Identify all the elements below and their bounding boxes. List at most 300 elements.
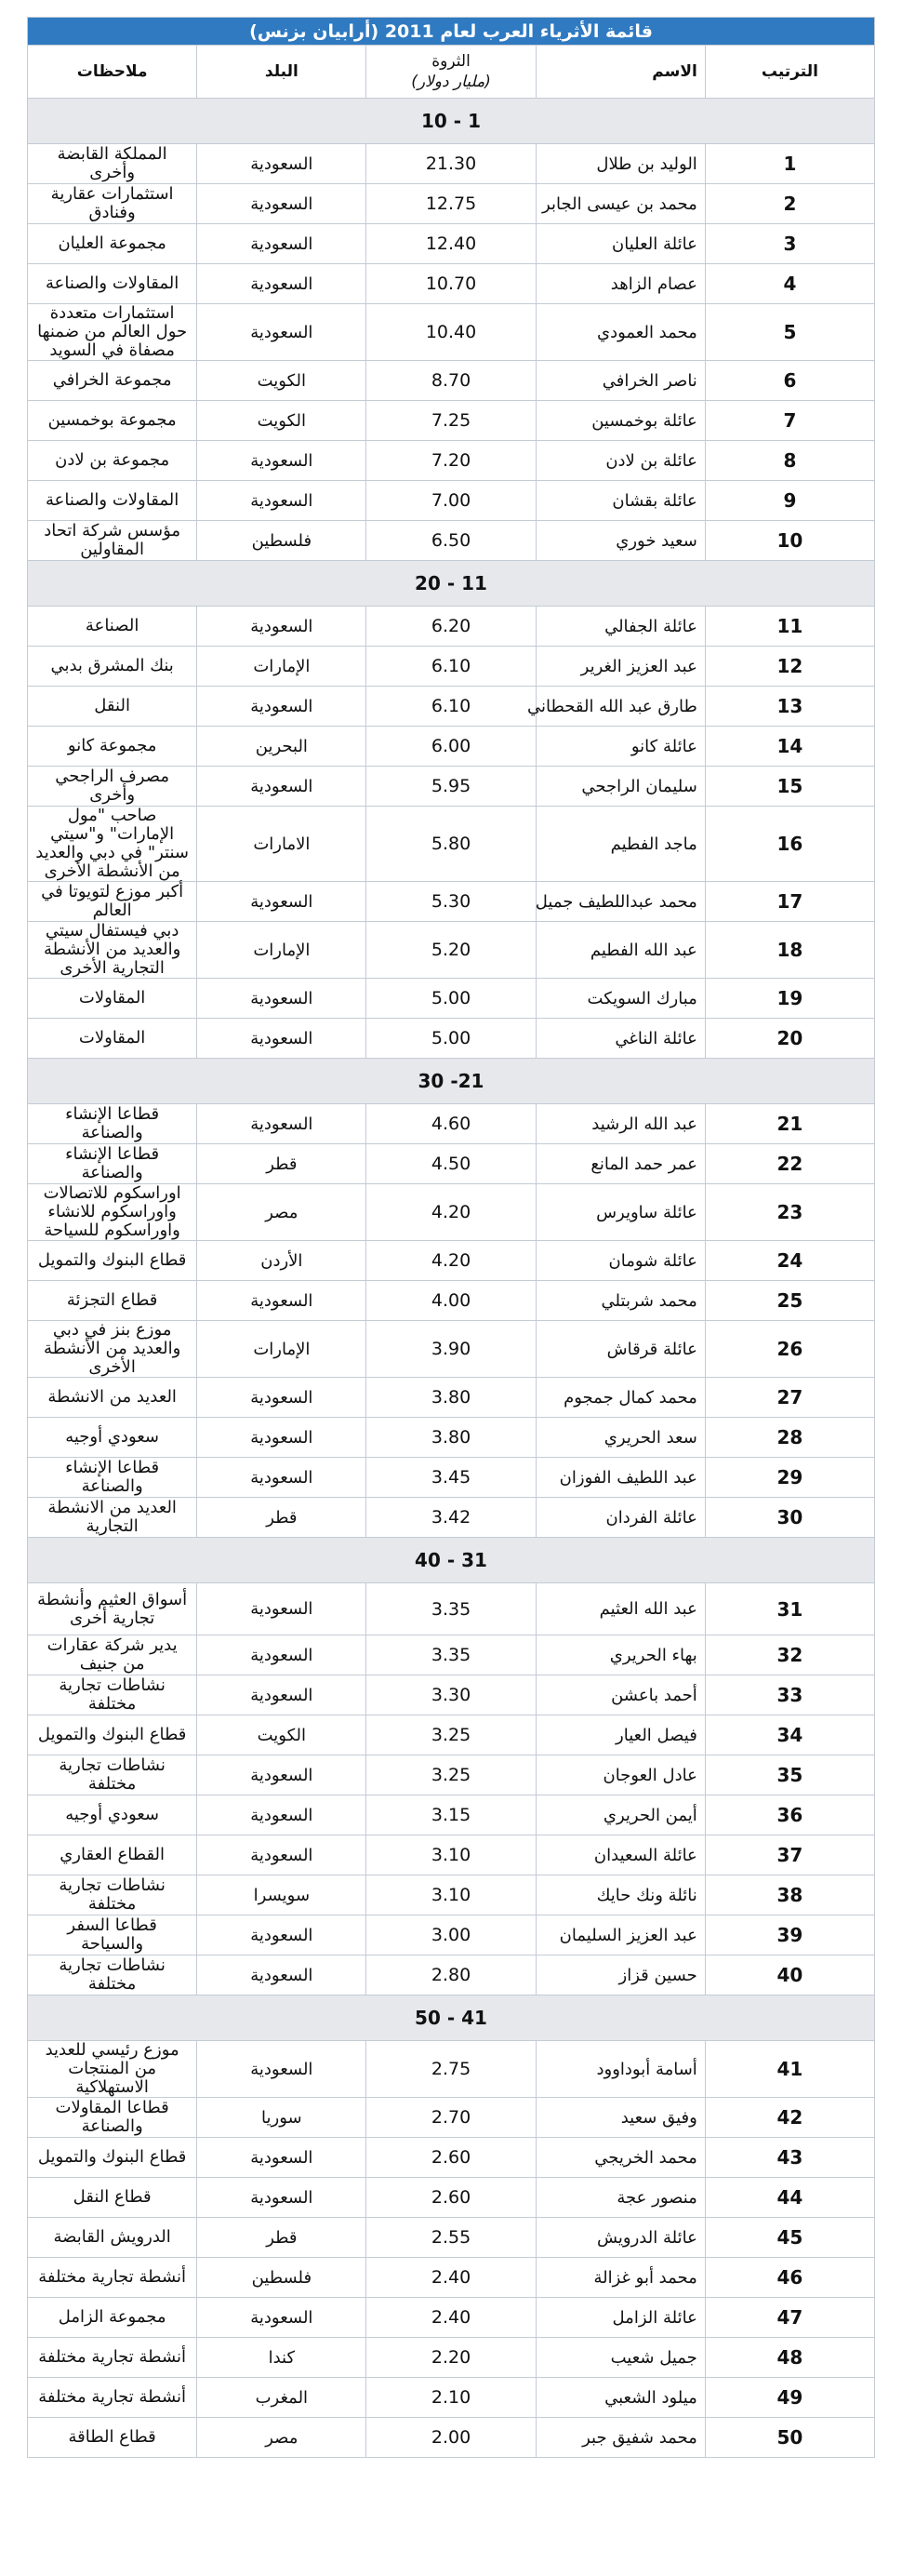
name-cell: أيمن الحريري <box>536 1795 705 1835</box>
country-cell: السعودية <box>197 1418 366 1458</box>
country-cell: السعودية <box>197 1019 366 1059</box>
table-row <box>28 2098 875 2138</box>
country-cell: السعودية <box>197 1955 366 1995</box>
group-label: 11 - 20 <box>28 561 875 607</box>
table-row <box>28 2258 875 2298</box>
name-cell: عائلة شومان <box>536 1241 705 1281</box>
name-cell: عائلة الزامل <box>536 2298 705 2338</box>
notes-cell: القطاع العقاري <box>28 1835 197 1875</box>
wealth-cell: 2.55 <box>366 2218 536 2258</box>
name-cell: أسامة أبوداوود <box>536 2041 705 2098</box>
name-cell: محمد شفيق جبر <box>536 2418 705 2458</box>
wealth-cell: 3.10 <box>366 1875 536 1915</box>
wealth-cell: 3.35 <box>366 1635 536 1675</box>
table-row <box>28 1241 875 1281</box>
table-row <box>28 2418 875 2458</box>
group-label: 41 - 50 <box>28 1995 875 2041</box>
header-notes: ملاحظات <box>28 46 197 99</box>
notes-cell: المقاولات والصناعة <box>28 481 197 521</box>
notes-cell: مجموعة بن لادن <box>28 441 197 481</box>
rank-cell: 19 <box>705 979 874 1019</box>
notes-cell: أنشطة تجارية مختلفة <box>28 2258 197 2298</box>
wealth-cell: 6.10 <box>366 687 536 727</box>
rank-cell: 43 <box>705 2138 874 2178</box>
country-cell: السعودية <box>197 1675 366 1715</box>
notes-cell: المقاولات <box>28 1019 197 1059</box>
rank-cell: 50 <box>705 2418 874 2458</box>
country-cell: السعودية <box>197 264 366 304</box>
notes-cell: استثمارات متعددة حول العالم من ضمنها مصفاة في السويد <box>28 304 197 361</box>
table-row <box>28 2041 875 2098</box>
rank-cell: 10 <box>705 521 874 561</box>
name-cell: عائلة بوخمسين <box>536 401 705 441</box>
name-cell: الوليد بن طلال <box>536 144 705 184</box>
table-title: قائمة الأثرياء العرب لعام 2011 (أرابيان بزنس) <box>28 18 875 46</box>
name-cell: عبد الله العثيم <box>536 1583 705 1635</box>
name-cell: حسين قزاز <box>536 1955 705 1995</box>
notes-cell: أنشطة تجارية مختلفة <box>28 2338 197 2378</box>
wealth-cell: 8.70 <box>366 361 536 401</box>
country-cell: فلسطين <box>197 521 366 561</box>
wealth-cell: 3.80 <box>366 1418 536 1458</box>
notes-cell: نشاطات تجارية مختلفة <box>28 1675 197 1715</box>
notes-cell: قطاع البنوك والتمويل <box>28 2138 197 2178</box>
name-cell: عائلة الدرويش <box>536 2218 705 2258</box>
group-header-row <box>28 99 875 144</box>
name-cell: عائلة قرقاش <box>536 1321 705 1378</box>
wealth-cell: 3.35 <box>366 1583 536 1635</box>
group-label: 21- 30 <box>28 1059 875 1104</box>
header-row <box>28 46 875 99</box>
notes-cell: مصرف الراجحي وأخرى <box>28 767 197 807</box>
rank-cell: 48 <box>705 2338 874 2378</box>
name-cell: عمر حمد المانع <box>536 1144 705 1184</box>
notes-cell: نشاطات تجارية مختلفة <box>28 1955 197 1995</box>
notes-cell: النقل <box>28 687 197 727</box>
notes-cell: سعودي أوجيه <box>28 1795 197 1835</box>
table-row <box>28 1184 875 1241</box>
header-wealth-main: الثروة <box>431 52 471 71</box>
table-row <box>28 2218 875 2258</box>
country-cell: السعودية <box>197 144 366 184</box>
rank-cell: 4 <box>705 264 874 304</box>
notes-cell: أكبر موزع لتويوتا في العالم <box>28 882 197 922</box>
table-row <box>28 1281 875 1321</box>
wealth-cell: 5.20 <box>366 922 536 979</box>
group-header-row <box>28 561 875 607</box>
wealth-cell: 3.90 <box>366 1321 536 1378</box>
country-cell: السعودية <box>197 1583 366 1635</box>
table-row <box>28 647 875 687</box>
wealth-cell: 5.00 <box>366 1019 536 1059</box>
name-cell: عبد الله الرشيد <box>536 1104 705 1144</box>
rank-cell: 3 <box>705 224 874 264</box>
table-row <box>28 1144 875 1184</box>
table-row <box>28 1019 875 1059</box>
notes-cell: الدرويش القابضة <box>28 2218 197 2258</box>
notes-cell: أسواق العثيم وأنشطة تجارية أخرى <box>28 1583 197 1635</box>
name-cell: عائلة بن لادن <box>536 441 705 481</box>
rank-cell: 16 <box>705 807 874 882</box>
country-cell: الكويت <box>197 1715 366 1755</box>
rank-cell: 25 <box>705 1281 874 1321</box>
table-row <box>28 767 875 807</box>
notes-cell: قطاعا الإنشاء والصناعة <box>28 1104 197 1144</box>
name-cell: عائلة السعيدان <box>536 1835 705 1875</box>
name-cell: محمد كمال جمجوم <box>536 1378 705 1418</box>
name-cell: منصور عجة <box>536 2178 705 2218</box>
country-cell: مصر <box>197 2418 366 2458</box>
country-cell: السعودية <box>197 687 366 727</box>
table-row <box>28 1458 875 1498</box>
rank-cell: 46 <box>705 2258 874 2298</box>
table-row <box>28 687 875 727</box>
wealth-cell: 3.15 <box>366 1795 536 1835</box>
notes-cell: قطاعا السفر والسياحة <box>28 1915 197 1955</box>
rank-cell: 44 <box>705 2178 874 2218</box>
country-cell: كندا <box>197 2338 366 2378</box>
table-row <box>28 2338 875 2378</box>
table-row <box>28 1875 875 1915</box>
country-cell: السعودية <box>197 1458 366 1498</box>
notes-cell: مجموعة بوخمسين <box>28 401 197 441</box>
rank-cell: 15 <box>705 767 874 807</box>
rank-cell: 42 <box>705 2098 874 2138</box>
wealth-cell: 2.60 <box>366 2178 536 2218</box>
header-rank: الترتيب <box>705 46 874 99</box>
table-row <box>28 1104 875 1144</box>
country-cell: الإمارات <box>197 647 366 687</box>
notes-cell: قطاع النقل <box>28 2178 197 2218</box>
table-row <box>28 361 875 401</box>
country-cell: السعودية <box>197 1635 366 1675</box>
rank-cell: 32 <box>705 1635 874 1675</box>
table-row <box>28 401 875 441</box>
table-row <box>28 521 875 561</box>
name-cell: عائلة كانو <box>536 727 705 767</box>
table-row <box>28 1835 875 1875</box>
notes-cell: مجموعة العليان <box>28 224 197 264</box>
country-cell: السعودية <box>197 184 366 224</box>
notes-cell: موزع رئيسي للعديد من المنتجات الاستهلاكية <box>28 2041 197 2098</box>
notes-cell: العديد من الانشطة التجارية <box>28 1498 197 1538</box>
rank-cell: 6 <box>705 361 874 401</box>
group-header-row <box>28 1995 875 2041</box>
table-row <box>28 304 875 361</box>
rank-cell: 49 <box>705 2378 874 2418</box>
country-cell: السعودية <box>197 767 366 807</box>
group-label: 31 - 40 <box>28 1538 875 1583</box>
table-row <box>28 922 875 979</box>
country-cell: الإمارات <box>197 922 366 979</box>
country-cell: الأردن <box>197 1241 366 1281</box>
name-cell: محمد الخريجي <box>536 2138 705 2178</box>
notes-cell: مجموعة الخرافي <box>28 361 197 401</box>
wealth-cell: 2.75 <box>366 2041 536 2098</box>
table-row <box>28 264 875 304</box>
country-cell: الكويت <box>197 361 366 401</box>
country-cell: السعودية <box>197 2178 366 2218</box>
wealth-cell: 3.10 <box>366 1835 536 1875</box>
country-cell: السعودية <box>197 481 366 521</box>
wealth-cell: 5.95 <box>366 767 536 807</box>
notes-cell: نشاطات تجارية مختلفة <box>28 1755 197 1795</box>
rank-cell: 31 <box>705 1583 874 1635</box>
name-cell: طارق عبد الله القحطاني <box>536 687 705 727</box>
notes-cell: قطاع الطاقة <box>28 2418 197 2458</box>
name-cell: عادل العوجان <box>536 1755 705 1795</box>
country-cell: السعودية <box>197 1835 366 1875</box>
table-row <box>28 1321 875 1378</box>
table-row <box>28 1795 875 1835</box>
name-cell: ميلود الشعبي <box>536 2378 705 2418</box>
notes-cell: بنك المشرق بدبي <box>28 647 197 687</box>
notes-cell: مجموعة الزامل <box>28 2298 197 2338</box>
wealth-cell: 7.25 <box>366 401 536 441</box>
rank-cell: 20 <box>705 1019 874 1059</box>
notes-cell: موزع بنز في دبي والعديد من الأنشطة الأخرى <box>28 1321 197 1378</box>
rank-cell: 39 <box>705 1915 874 1955</box>
wealth-cell: 12.75 <box>366 184 536 224</box>
group-header-row <box>28 1059 875 1104</box>
table-row <box>28 2178 875 2218</box>
country-cell: السعودية <box>197 304 366 361</box>
notes-cell: المملكة القابضة وأخرى <box>28 144 197 184</box>
wealth-cell: 5.80 <box>366 807 536 882</box>
rank-cell: 9 <box>705 481 874 521</box>
wealth-cell: 2.40 <box>366 2258 536 2298</box>
table-row <box>28 1755 875 1795</box>
notes-cell: قطاع التجزئة <box>28 1281 197 1321</box>
notes-cell: قطاعا المقاولات والصناعة <box>28 2098 197 2138</box>
table-row <box>28 1675 875 1715</box>
name-cell: عبد العزيز السليمان <box>536 1915 705 1955</box>
table-row <box>28 607 875 647</box>
rank-cell: 40 <box>705 1955 874 1995</box>
name-cell: مبارك السويكت <box>536 979 705 1019</box>
country-cell: مصر <box>197 1184 366 1241</box>
header-wealth <box>366 46 536 99</box>
notes-cell: يدير شركة عقارات من جنيف <box>28 1635 197 1675</box>
table-row <box>28 2378 875 2418</box>
table-row <box>28 2298 875 2338</box>
wealth-cell: 10.40 <box>366 304 536 361</box>
rank-cell: 29 <box>705 1458 874 1498</box>
name-cell: عائلة الناغي <box>536 1019 705 1059</box>
rank-cell: 2 <box>705 184 874 224</box>
notes-cell: نشاطات تجارية مختلفة <box>28 1875 197 1915</box>
name-cell: عبد العزيز الغرير <box>536 647 705 687</box>
country-cell: السعودية <box>197 1755 366 1795</box>
notes-cell: المقاولات <box>28 979 197 1019</box>
name-cell: سعد الحريري <box>536 1418 705 1458</box>
country-cell: السعودية <box>197 1795 366 1835</box>
wealth-cell: 12.40 <box>366 224 536 264</box>
notes-cell: قطاع البنوك والتمويل <box>28 1241 197 1281</box>
country-cell: السعودية <box>197 2041 366 2098</box>
country-cell: السعودية <box>197 979 366 1019</box>
name-cell: عبد اللطيف الفوزان <box>536 1458 705 1498</box>
wealth-cell: 3.00 <box>366 1915 536 1955</box>
wealth-cell: 2.20 <box>366 2338 536 2378</box>
country-cell: الإمارات <box>197 1321 366 1378</box>
wealth-cell: 10.70 <box>366 264 536 304</box>
table-row <box>28 727 875 767</box>
notes-cell: مجموعة كانو <box>28 727 197 767</box>
country-cell: السعودية <box>197 2138 366 2178</box>
table-row <box>28 1418 875 1458</box>
table-row <box>28 1583 875 1635</box>
name-cell: جميل شعيب <box>536 2338 705 2378</box>
rank-cell: 1 <box>705 144 874 184</box>
name-cell: محمد عبداللطيف جميل <box>536 882 705 922</box>
country-cell: الكويت <box>197 401 366 441</box>
notes-cell: الصناعة <box>28 607 197 647</box>
country-cell: السعودية <box>197 224 366 264</box>
name-cell: محمد بن عيسى الجابر <box>536 184 705 224</box>
rank-cell: 17 <box>705 882 874 922</box>
table-row <box>28 2138 875 2178</box>
rank-cell: 22 <box>705 1144 874 1184</box>
name-cell: محمد شربتلي <box>536 1281 705 1321</box>
name-cell: عائلة العليان <box>536 224 705 264</box>
rank-cell: 35 <box>705 1755 874 1795</box>
rank-cell: 37 <box>705 1835 874 1875</box>
country-cell: السعودية <box>197 441 366 481</box>
table-row <box>28 481 875 521</box>
table-row <box>28 807 875 882</box>
table-row <box>28 1498 875 1538</box>
wealth-cell: 4.20 <box>366 1184 536 1241</box>
wealth-cell: 6.20 <box>366 607 536 647</box>
wealth-cell: 6.00 <box>366 727 536 767</box>
rank-cell: 7 <box>705 401 874 441</box>
country-cell: قطر <box>197 2218 366 2258</box>
country-cell: قطر <box>197 1144 366 1184</box>
rank-cell: 24 <box>705 1241 874 1281</box>
wealth-cell: 5.30 <box>366 882 536 922</box>
notes-cell: اوراسكوم للاتصالات واوراسكوم للانشاء واوراسكوم للسياحة <box>28 1184 197 1241</box>
notes-cell: قطاع البنوك والتمويل <box>28 1715 197 1755</box>
rich-list-table <box>27 17 875 2458</box>
notes-cell: العديد من الانشطة <box>28 1378 197 1418</box>
name-cell: عبد الله الفطيم <box>536 922 705 979</box>
name-cell: ماجد الفطيم <box>536 807 705 882</box>
wealth-cell: 3.45 <box>366 1458 536 1498</box>
country-cell: سويسرا <box>197 1875 366 1915</box>
table-row <box>28 1715 875 1755</box>
rank-cell: 34 <box>705 1715 874 1755</box>
rank-cell: 27 <box>705 1378 874 1418</box>
country-cell: الامارات <box>197 807 366 882</box>
country-cell: السعودية <box>197 1378 366 1418</box>
table-row <box>28 224 875 264</box>
wealth-cell: 7.20 <box>366 441 536 481</box>
name-cell: عائلة الفردان <box>536 1498 705 1538</box>
wealth-cell: 6.50 <box>366 521 536 561</box>
name-cell: فيصل العيار <box>536 1715 705 1755</box>
notes-cell: دبي فيستفال سيتي والعديد من الأنشطة التجارية الأخرى <box>28 922 197 979</box>
name-cell: سليمان الراجحي <box>536 767 705 807</box>
name-cell: محمد أبو غزالة <box>536 2258 705 2298</box>
table-row <box>28 441 875 481</box>
notes-cell: المقاولات والصناعة <box>28 264 197 304</box>
rank-cell: 21 <box>705 1104 874 1144</box>
country-cell: السعودية <box>197 1281 366 1321</box>
wealth-cell: 2.70 <box>366 2098 536 2138</box>
wealth-cell: 21.30 <box>366 144 536 184</box>
name-cell: عائلة بقشان <box>536 481 705 521</box>
notes-cell: صاحب "مول الإمارات" و"سيتي سنتر" في دبي والعديد من الأنشطة الأخرى <box>28 807 197 882</box>
wealth-cell: 2.00 <box>366 2418 536 2458</box>
table-row <box>28 882 875 922</box>
country-cell: السعودية <box>197 1915 366 1955</box>
rank-cell: 18 <box>705 922 874 979</box>
notes-cell: سعودي أوجيه <box>28 1418 197 1458</box>
rank-cell: 14 <box>705 727 874 767</box>
wealth-cell: 2.10 <box>366 2378 536 2418</box>
table-row <box>28 1955 875 1995</box>
country-cell: سوريا <box>197 2098 366 2138</box>
rank-cell: 8 <box>705 441 874 481</box>
rank-cell: 11 <box>705 607 874 647</box>
name-cell: وفيق سعيد <box>536 2098 705 2138</box>
country-cell: السعودية <box>197 607 366 647</box>
name-cell: نائلة ونك حايك <box>536 1875 705 1915</box>
group-label: 1 - 10 <box>28 99 875 144</box>
country-cell: السعودية <box>197 882 366 922</box>
wealth-cell: 3.80 <box>366 1378 536 1418</box>
rank-cell: 41 <box>705 2041 874 2098</box>
header-wealth-unit: (مليار دولار) <box>411 73 491 91</box>
country-cell: المغرب <box>197 2378 366 2418</box>
rank-cell: 36 <box>705 1795 874 1835</box>
wealth-cell: 2.40 <box>366 2298 536 2338</box>
wealth-cell: 3.30 <box>366 1675 536 1715</box>
wealth-cell: 3.25 <box>366 1715 536 1755</box>
rank-cell: 12 <box>705 647 874 687</box>
table-row <box>28 979 875 1019</box>
country-cell: قطر <box>197 1498 366 1538</box>
wealth-cell: 3.25 <box>366 1755 536 1795</box>
wealth-cell: 7.00 <box>366 481 536 521</box>
header-name: الاسم <box>536 46 705 99</box>
rank-cell: 5 <box>705 304 874 361</box>
notes-cell: مؤسس شركة اتحاد المقاولين <box>28 521 197 561</box>
table-row <box>28 144 875 184</box>
header-country: البلد <box>197 46 366 99</box>
table-row <box>28 184 875 224</box>
country-cell: السعودية <box>197 1104 366 1144</box>
country-cell: السعودية <box>197 2298 366 2338</box>
wealth-cell: 2.60 <box>366 2138 536 2178</box>
rank-cell: 45 <box>705 2218 874 2258</box>
wealth-cell: 2.80 <box>366 1955 536 1995</box>
name-cell: عائلة الجفالي <box>536 607 705 647</box>
wealth-cell: 5.00 <box>366 979 536 1019</box>
wealth-cell: 6.10 <box>366 647 536 687</box>
name-cell: عائلة ساويرس <box>536 1184 705 1241</box>
table-title-row <box>28 18 875 46</box>
rank-cell: 38 <box>705 1875 874 1915</box>
name-cell: عصام الزاهد <box>536 264 705 304</box>
wealth-cell: 4.50 <box>366 1144 536 1184</box>
table-row <box>28 1915 875 1955</box>
name-cell: محمد العمودي <box>536 304 705 361</box>
rank-cell: 30 <box>705 1498 874 1538</box>
group-header-row <box>28 1538 875 1583</box>
rank-cell: 23 <box>705 1184 874 1241</box>
